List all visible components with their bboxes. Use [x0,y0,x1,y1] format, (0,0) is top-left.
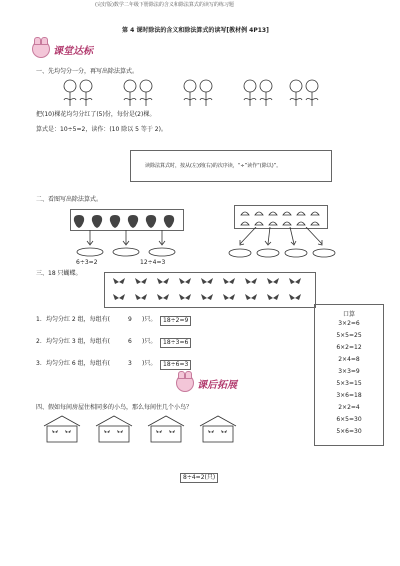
q3-item-answer: 9 [128,316,132,323]
q3-item-text: 均匀分红 2 组，每组有( [46,316,110,323]
document-title: (完好版)数学二年级下册除法的含义和除法算式的读写的练习题 [95,2,234,8]
q4-prompt: 四、假如每间房屋住相同多的小鸟，那么每间住几个小鸟？ [36,404,193,411]
strawberry-plates [70,230,182,258]
flower-icon [64,80,76,106]
q3-item [36,360,236,370]
bunny-icon [176,374,194,392]
flower-icon [200,80,212,106]
q3-item-tail: )只。 [142,316,157,323]
q3-item-tail: )只。 [142,338,157,345]
strawberry-box [70,209,184,231]
flower-icon [260,80,272,106]
mental-math-title: 口算 [342,311,355,318]
butterfly-icons [113,278,301,300]
house-icon [200,416,236,442]
mental-math-row: 3×3=9 [338,368,360,375]
strawberry-icon [110,215,120,228]
mental-math-row: 6×2=12 [336,344,362,351]
strawberry-icon [164,215,174,228]
strawberry-row [71,210,183,230]
practice-banner-label: 课堂达标 [53,45,93,57]
q2-prompt: 二、看图写出除法算式。 [36,196,103,203]
mental-math-row: 3×6=18 [336,392,362,399]
q2-eq-right: 12÷4=3 [140,259,166,266]
note-text: 读除法算式时，按从(左)到(右)的次序读，“÷”读作“(除以)”。 [145,163,282,169]
q3-item [36,338,236,348]
pastry-box [234,205,328,229]
house-row [40,414,272,444]
extension-banner [176,374,237,392]
q3-item-equation: 18÷6=3 [160,360,191,370]
q1-equation: 算式是：10÷5=2，读作：(10 除以 5 等于 2)。 [36,126,167,133]
mental-math-row: 5×3=15 [336,380,362,387]
extension-banner-label: 课后拓展 [197,379,237,391]
strawberry-icon [92,215,102,228]
q3-item-number: 3. [36,360,42,367]
q3-prompt: 三、18 只蝴蝶。 [36,270,82,277]
butterfly-box [104,272,316,308]
mental-math-row: 3×2=6 [338,320,360,327]
q3-item-number: 1. [36,316,42,323]
q3-item-number: 2. [36,338,42,345]
flower-icon [124,80,136,106]
q3-item [36,316,236,326]
flower-icon [140,80,152,106]
q2-eq-left: 6÷3=2 [76,259,98,266]
house-icon [96,416,132,442]
house-icon [148,416,184,442]
mental-math-row: 2×4=8 [338,356,360,363]
mental-math-row: 5×6=30 [336,428,362,435]
q3-item-text: 均匀分红 6 组，每组有( [46,360,110,367]
q3-item-answer: 3 [128,360,132,367]
flower-icon [184,80,196,106]
q1-fill-sentence: 把(10)棵花均匀分红了(5)份，每份是(2)棵。 [36,111,156,118]
house-icon [44,416,80,442]
strawberry-icon [128,215,138,228]
q3-item-equation: 18÷2=9 [160,316,191,326]
q3-item-equation: 18÷3=6 [160,338,191,348]
practice-banner [32,40,93,58]
flower-groups [60,78,320,108]
q4-answer: 8÷4=2(只) [180,473,218,483]
mental-math-row: 6×5=30 [336,416,362,423]
plate-icon [113,248,139,256]
q3-item-tail: )只。 [142,360,157,367]
q1-prompt: 一、先均匀分一分，再写出除法算式。 [36,68,139,75]
note-box [130,150,332,182]
bunny-icon [32,40,50,58]
mental-math-row: 5×5=25 [336,332,362,339]
strawberry-icon [146,215,156,228]
flower-icon [306,80,318,106]
plate-icon [229,249,251,257]
butterfly-grid [105,273,315,307]
q3-item-answer: 6 [128,338,132,345]
mental-math-row: 2×2=4 [338,404,360,411]
plate-icon [257,249,279,257]
flower-icon [80,80,92,106]
pastry-plates [226,227,336,259]
flower-icon [244,80,256,106]
plate-icon [313,249,335,257]
pastry-icons [241,212,319,225]
strawberry-icon [74,215,84,228]
plate-icon [285,249,307,257]
mental-math-table [314,304,384,446]
plate-icon [149,248,175,256]
plate-icon [77,248,103,256]
pastry-grid [235,206,327,228]
lesson-title: 第 4 课时除法的含义和除法算式的读写[教材例 4P13] [122,27,269,34]
flower-icon [290,80,302,106]
q3-item-text: 均匀分红 3 组，每组有( [46,338,110,345]
